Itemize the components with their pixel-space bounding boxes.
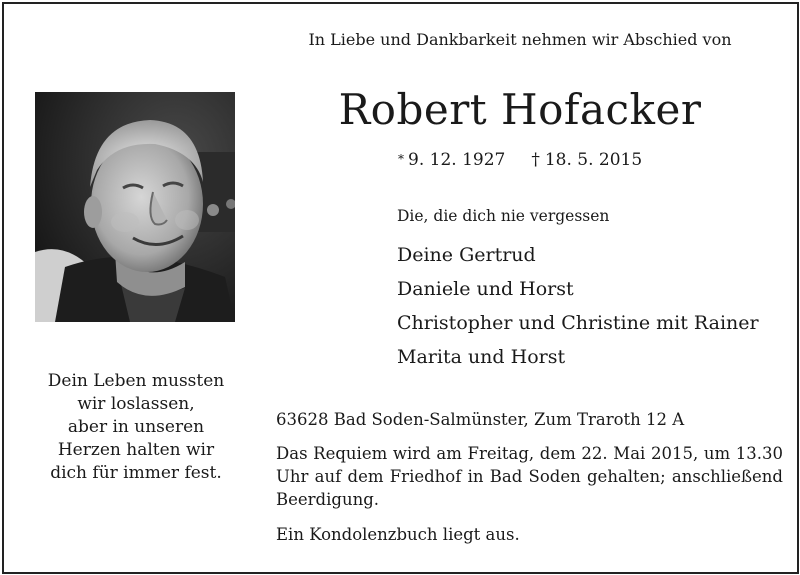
verse-line: Dein Leben mussten <box>47 371 225 391</box>
address: 63628 Bad Soden-Salmünster, Zum Traroth 12 A <box>276 410 685 429</box>
intro-line: In Liebe und Dankbarkeit nehmen wir Abschied von <box>308 30 732 49</box>
deceased-name: Robert Hofacker <box>338 85 702 134</box>
mourners-lead: Die, die dich nie vergessen <box>397 207 610 225</box>
portrait-illustration <box>35 92 235 322</box>
life-dates <box>398 150 642 170</box>
birth-symbol: * <box>398 152 404 166</box>
mourners-list <box>397 238 759 374</box>
mourner-item: Christopher und Christine mit Rainer <box>397 312 759 334</box>
verse-line: dich für immer fest. <box>50 463 222 483</box>
requiem-info: Das Requiem wird am Freitag, dem 22. Mai 2015, um 13.30 Uhr auf dem Friedhof in Bad Soden gehalten; anschließend Beerdigung. <box>276 444 783 509</box>
verse-line: aber in unseren <box>67 417 205 437</box>
birth-date: 9. 12. 1927 <box>408 150 506 170</box>
verse-line: wir loslassen, <box>77 394 195 414</box>
death-date: 18. 5. 2015 <box>544 150 643 170</box>
mourner-item: Marita und Horst <box>397 346 566 368</box>
portrait-photo <box>35 92 235 322</box>
mourner-item: Daniele und Horst <box>397 278 574 300</box>
mourner-item: Deine Gertrud <box>397 244 536 266</box>
verse-line: Herzen halten wir <box>57 440 215 460</box>
condolence-note: Ein Kondolenzbuch liegt aus. <box>276 525 520 544</box>
death-cross-symbol: † <box>531 150 540 170</box>
memorial-verse <box>26 370 246 485</box>
